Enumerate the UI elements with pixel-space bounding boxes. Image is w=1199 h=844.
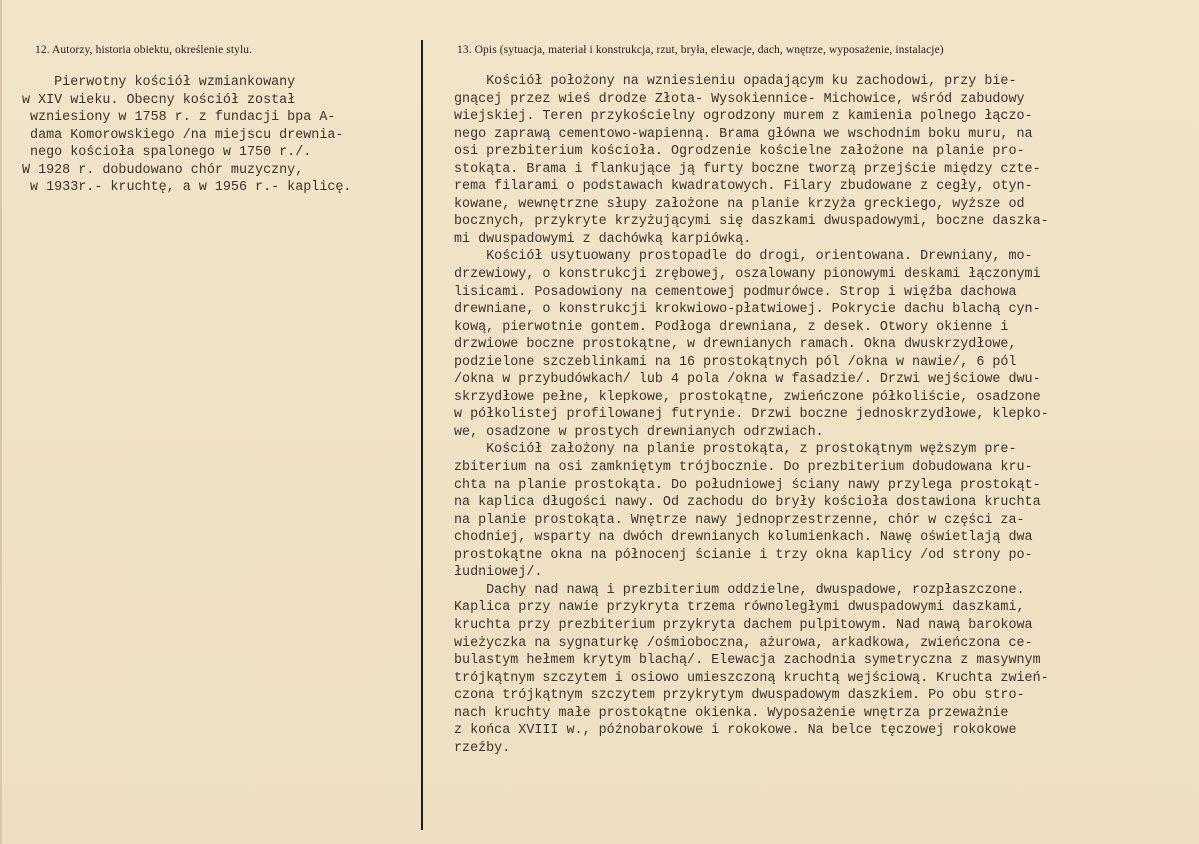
description-text-line: drewniane, o konstrukcji krokwiowo-płatwiowej. Pokrycie dachu blachą cyn- (454, 302, 1041, 318)
description-text-line: wieżyczka na sygnaturkę /ośmioboczna, ażurowa, arkadkowa, zwieńczona ce- (454, 635, 1033, 651)
description-text-line: Kaplica przy nawie przykryta trzema równoległymi dwuspadowymi daszkami, (454, 600, 1025, 616)
description-text-line: stokąta. Brama i flankujące ją furty boczne tworzą przejście między czte- (454, 161, 1041, 177)
description-text-line: osi prezbiterium kościoła. Ogrodzenie kościelne założone na planie pro- (454, 144, 1025, 160)
description-text-line: lisicami. Posadowiony na cementowej podmurówce. Strop i więźba dachowa (454, 284, 1017, 300)
history-text (22, 74, 351, 197)
history-text-line: w XIV wieku. Obecny kościół został (22, 92, 296, 108)
history-text-line: Pierwotny kościół wzmiankowany (22, 75, 296, 90)
description-text-line: kruchta przy prezbiterium przykryta dachem pulpitowym. Nad nawą barokowa (454, 617, 1033, 633)
description-text-line: chta na planie prostokąta. Do południowej ściany nawy przylega prostokąt- (454, 477, 1041, 493)
column-divider (421, 40, 423, 830)
description-text-line: Kościół położony na wzniesieniu opadającym ku zachodowi, przy bie- (454, 74, 1017, 89)
description-text-line: rema filarami o podstawach kwadratowych. Filary zbudowane z cegły, otyn- (454, 179, 1033, 195)
description-text-line: drzewiowy, o konstrukcji zrębowej, oszalowany pionowymi deskami łączonymi (454, 267, 1041, 283)
description-text-line: bulastym hełmem krytym blachą/. Elewacja zachodnia symetryczna z masywnym (454, 653, 1041, 669)
description-text-line: wiejskiej. Teren przykościelny ogrodzony murem z kamienia polnego łączo- (454, 109, 1033, 125)
history-text-line: wzniesiony w 1758 r. z fundacji bpa A- (22, 110, 336, 126)
description-text-line: Kościół założony na planie prostokąta, z prostokątnym węższym pre- (454, 442, 1017, 458)
description-text-line: na planie prostokąta. Wnętrze nawy jednoprzestrzenne, chór w części za- (454, 512, 1025, 528)
description-text-line: mi dwuspadowymi z dachówką karpiówką. (454, 231, 752, 247)
description-text-line: nego zaprawą cementowo-wapienną. Brama główna we wschodnim boku muru, na (454, 126, 1033, 142)
section-13-heading: 13. Opis (sytuacja, materiał i konstrukcja, rzut, bryła, elewacje, dach, wnętrze, wyposażenie, instalacje) (457, 44, 944, 56)
description-text-line: gnącej przez wieś drodze Złota- Wysokiennice- Michowice, wśród zabudowy (454, 91, 1025, 107)
description-text-line: łudniowej/. (454, 565, 543, 581)
description-text-line: we, osadzone w prostych drewnianych odrzwiach. (454, 424, 824, 440)
description-text-line: nach kruchty małe prostokątne okienka. Wyposażenie wnętrza przeważnie (454, 705, 1009, 721)
description-text-line: Kościół usytuowany prostopadle do drogi, orientowana. Drewniany, mo- (454, 249, 1033, 265)
description-text-line: prostokątne okna na północenj ścianie i trzy okna kaplicy /od strony po- (454, 547, 1033, 563)
description-text-line: skrzydłowe pełne, klepkowe, prostokątne, zwieńczone półkoliście, osadzone (454, 389, 1041, 405)
description-text-line: podzielone szczeblinkami na 16 prostokątnych pól /okna w nawie/, 6 pól (454, 354, 1017, 370)
section-12-heading: 12. Autorzy, historia obiektu, określenie stylu. (35, 44, 253, 56)
description-text-line: rzeźby. (454, 740, 511, 756)
history-text-line: nego kościoła spalonego w 1750 r./. (22, 145, 312, 161)
description-text-line: drzwiowe boczne prostokątne, w drewnianych ramach. Okna dwuskrzydłowe, (454, 337, 1017, 353)
description-text-line: czona trójkątnym szczytem przykrytym dwuspadowym daszkiem. Po obu stro- (454, 688, 1025, 704)
description-text-line: chodniej, wsparty na dwóch drewnianych kolumienkach. Nawę oświetlają dwa (454, 530, 1033, 546)
description-text-line: zbiterium na osi zamkniętym trójbocznie. Do prezbiterium dobudowana kru- (454, 460, 1033, 476)
description-text-line: kowane, wewnętrzne słupy założone na planie krzyża greckiego, wyższe od (454, 196, 1025, 212)
description-text-line: Dachy nad nawą i prezbiterium oddzielne, dwuspadowe, rozpłaszczone. (454, 582, 1025, 598)
description-text-line: bocznych, przykryte krzyżującymi się daszkami dwuspadowymi, boczne daszka- (454, 214, 1049, 230)
description-text-line: z końca XVIII w., późnobarokowe i rokokowe. Na belce tęczowej rokokowe (454, 723, 1017, 739)
description-text (454, 73, 1049, 757)
description-text-line: kową, pierwotnie gontem. Podłoga drewniana, z desek. Otwory okienne i (454, 319, 1009, 335)
history-text-line: W 1928 r. dobudowano chór muzyczny, (22, 162, 304, 178)
history-text-line: dama Komorowskiego /na miejscu drewnia- (22, 127, 344, 143)
description-text-line: w półkolistej profilowanej futrynie. Drzwi boczne jednoskrzydłowe, klepko- (454, 407, 1049, 423)
history-text-line: w 1933r.- kruchtę, a w 1956 r.- kaplicę. (22, 180, 352, 196)
description-text-line: /okna w przybudówkach/ lub 4 pola /okna w fasadzie/. Drzwi wejściowe dwu- (454, 372, 1041, 388)
description-text-line: trójkątnym szczytem i osiowo umieszczoną kruchtą wejściową. Kruchta zwień- (454, 670, 1049, 686)
description-text-line: na kaplica długości nawy. Od zachodu do bryły kościoła dostawiona kruchta (454, 495, 1041, 511)
